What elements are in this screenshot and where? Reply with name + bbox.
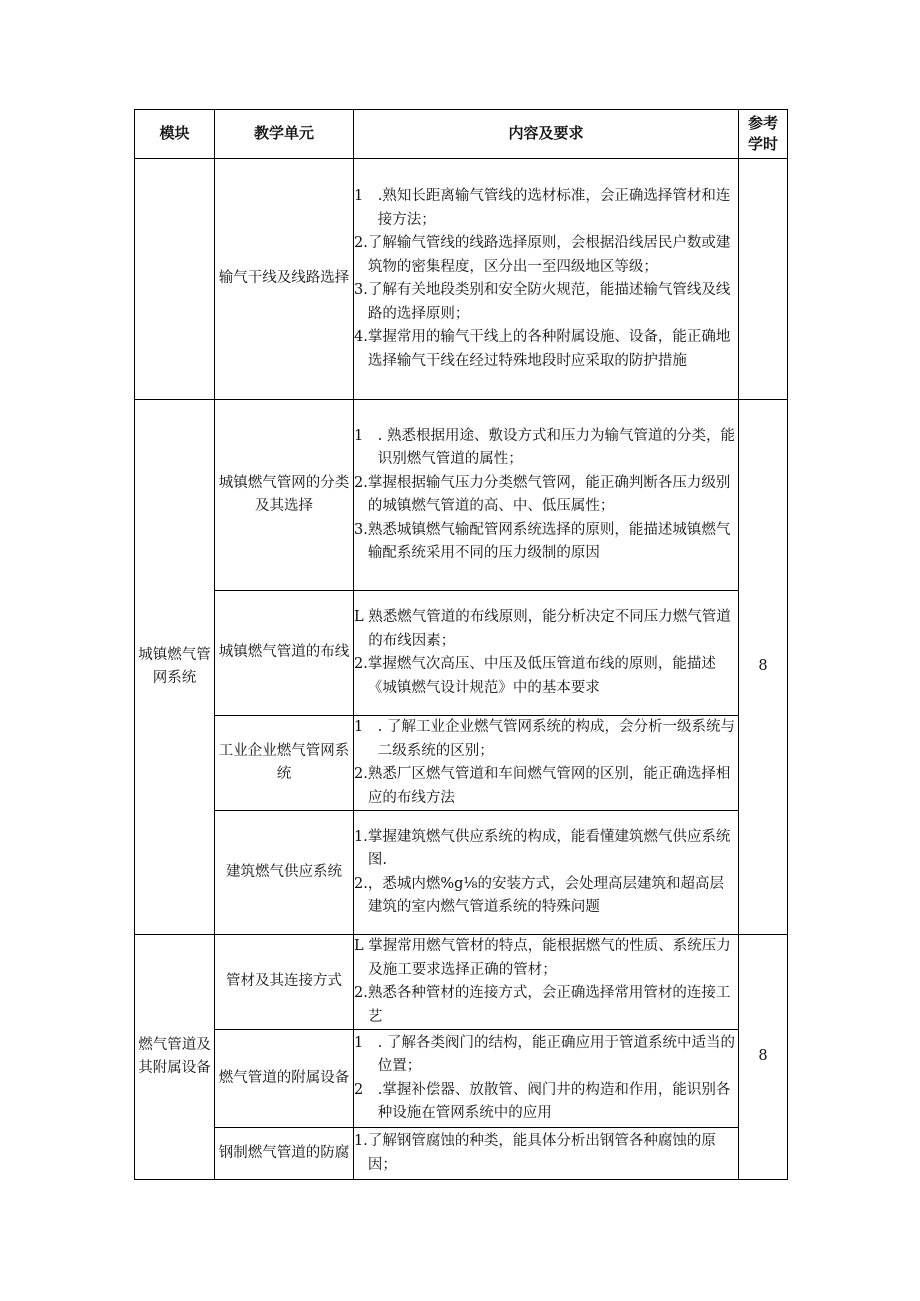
content-cell bbox=[354, 811, 739, 935]
course-table bbox=[134, 109, 788, 1180]
header-hours-line1: 参考 bbox=[747, 114, 778, 132]
module-cell: 城镇燃气管网系统 bbox=[135, 400, 215, 935]
unit-cell: 燃气管道的附属设备 bbox=[215, 1030, 354, 1128]
hours-cell: 8 bbox=[739, 400, 788, 935]
header-content: 内容及要求 bbox=[354, 110, 739, 159]
hours-cell: 8 bbox=[739, 935, 788, 1180]
list-item: 2. ，悉城内燃%g⅛的安装方式，会处理高层建筑和超高层建筑的室内燃气管道系统的特殊问题 bbox=[354, 875, 724, 915]
list-item: 3. 熟悉城镇燃气输配管网系统选择的原则，能描述城镇燃气输配系统采用不同的压力级制的原因 bbox=[354, 521, 731, 561]
table-row bbox=[135, 716, 788, 811]
list-item: 1 . 了解工业企业燃气管网系统的构成，会分析一级系统与二级系统的区别； bbox=[354, 719, 735, 759]
list-item: 2. 熟悉厂区燃气管道和车间燃气管网的区别，能正确选择相应的布线方法 bbox=[354, 766, 731, 806]
unit-cell: 工业企业燃气管网系统 bbox=[215, 716, 354, 811]
list-item: 4. 掌握常用的输气干线上的各种附属设施、设备，能正确地选择输气干线在经过特殊地段时应采取的防护措施 bbox=[354, 329, 731, 369]
table-row bbox=[135, 935, 788, 1030]
content-cell bbox=[354, 716, 739, 811]
table-row bbox=[135, 1030, 788, 1128]
content-cell bbox=[354, 591, 739, 716]
table-row bbox=[135, 1128, 788, 1180]
unit-cell: 钢制燃气管道的防腐 bbox=[215, 1128, 354, 1180]
list-item: 1 . 了解各类阀门的结构，能正确应用于管道系统中适当的位置； bbox=[354, 1034, 735, 1074]
content-cell bbox=[354, 935, 739, 1030]
header-unit: 教学单元 bbox=[215, 110, 354, 159]
unit-cell: 城镇燃气管网的分类及其选择 bbox=[215, 400, 354, 591]
header-hours bbox=[739, 110, 788, 159]
unit-cell: 输气干线及线路选择 bbox=[215, 159, 354, 400]
list-item: L 掌握常用燃气管材的特点，能根据燃气的性质、系统压力及施工要求选择正确的管材； bbox=[354, 938, 731, 978]
list-item: 2 .掌握补偿器、放散管、阀门井的构造和作用，能识别各种设施在管网系统中的应用 bbox=[354, 1081, 731, 1121]
list-item: 2. 掌握根据输气压力分类燃气管网，能正确判断各压力级别的城镇燃气管道的高、中、低压属性； bbox=[354, 474, 731, 514]
header-hours-line2: 学时 bbox=[747, 135, 778, 153]
table-row bbox=[135, 591, 788, 716]
content-cell bbox=[354, 400, 739, 591]
unit-cell: 建筑燃气供应系统 bbox=[215, 811, 354, 935]
unit-cell: 城镇燃气管道的布线 bbox=[215, 591, 354, 716]
list-item: 2. 掌握燃气次高压、中压及低压管道布线的原则，能描述《城镇燃气设计规范》中的基本要求 bbox=[354, 656, 716, 696]
table-row bbox=[135, 811, 788, 935]
content-cell bbox=[354, 1030, 739, 1128]
module-cell: 燃气管道及其附属设备 bbox=[135, 935, 215, 1180]
module-cell-empty bbox=[135, 159, 215, 400]
hours-cell-empty bbox=[739, 159, 788, 400]
list-item: 2. 了解输气管线的线路选择原则，会根据沿线居民户数或建筑物的密集程度，区分出一至四级地区等级； bbox=[354, 235, 731, 275]
unit-cell: 管材及其连接方式 bbox=[215, 935, 354, 1030]
list-item: 1 .熟知长距离输气管线的选材标准，会正确选择管材和连接方法； bbox=[354, 188, 731, 228]
table-row bbox=[135, 159, 788, 400]
content-cell bbox=[354, 1128, 739, 1180]
header-row bbox=[135, 110, 788, 159]
list-item: 1. 了解钢管腐蚀的种类，能具体分析出钢管各种腐蚀的原因； bbox=[354, 1133, 716, 1173]
header-module: 模块 bbox=[135, 110, 215, 159]
table-row bbox=[135, 400, 788, 591]
list-item: 1. 掌握建筑燃气供应系统的构成，能看懂建筑燃气供应系统图. bbox=[354, 828, 731, 868]
content-cell bbox=[354, 159, 739, 400]
list-item: 3. 了解有关地段类别和安全防火规范，能描述输气管线及线路的选择原则； bbox=[354, 282, 731, 322]
list-item: 2. 熟悉各种管材的连接方式，会正确选择常用管材的连接工艺 bbox=[354, 985, 731, 1025]
list-item: L 熟悉燃气管道的布线原则，能分析决定不同压力燃气管道的布线因素； bbox=[354, 609, 731, 649]
list-item: 1 . 熟悉根据用途、敷设方式和压力为输气管道的分类，能识别燃气管道的属性； bbox=[354, 427, 735, 467]
